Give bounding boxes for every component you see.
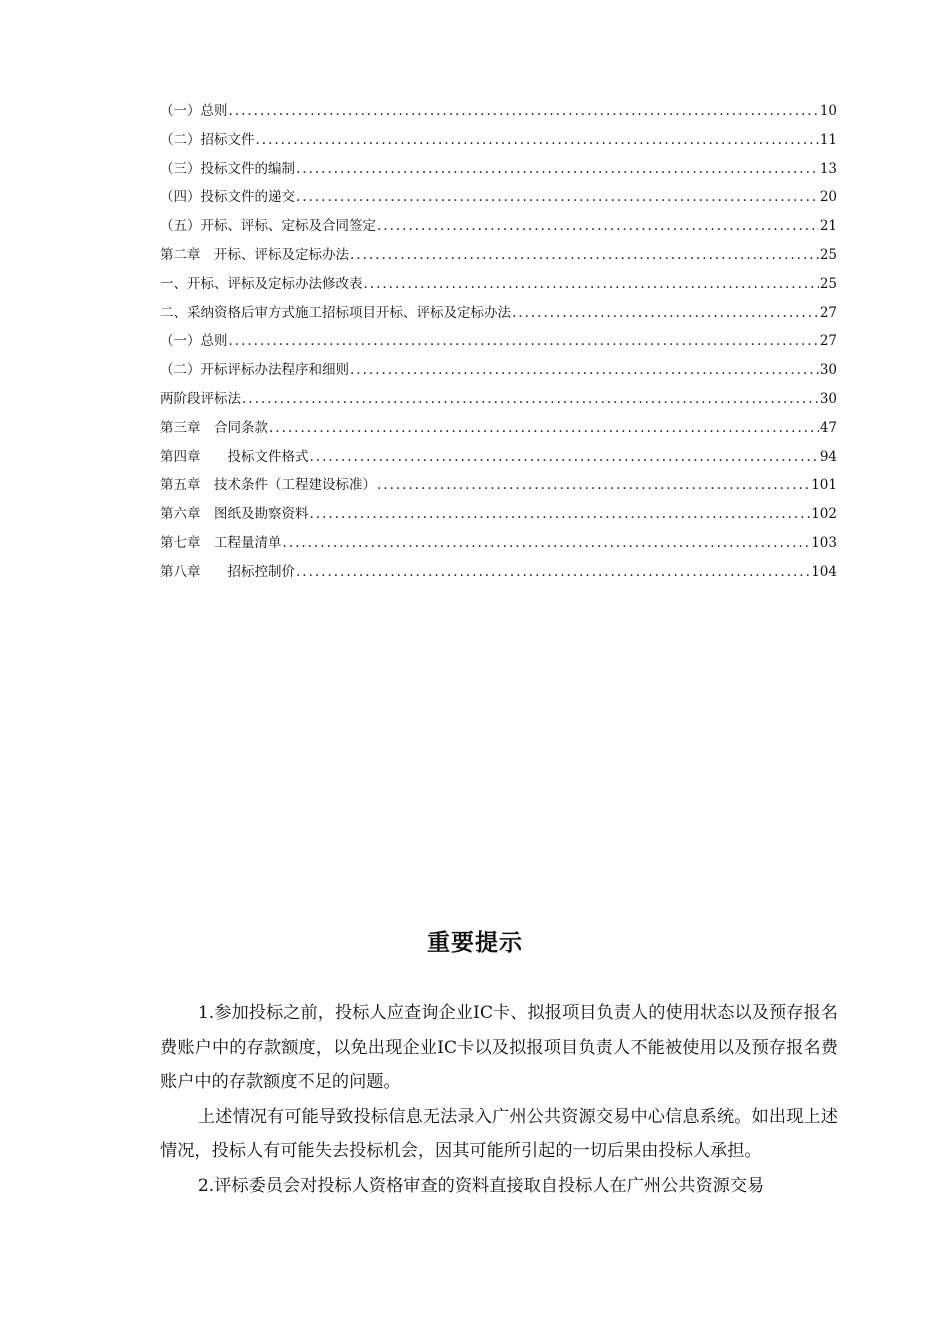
toc-entry-page: 13 bbox=[819, 160, 837, 177]
table-of-contents bbox=[160, 97, 837, 587]
toc-dot-leader bbox=[296, 558, 810, 587]
toc-dot-leader bbox=[283, 529, 811, 558]
toc-dot-leader bbox=[310, 500, 811, 529]
toc-dot-leader bbox=[377, 212, 819, 241]
toc-entry-title: 第五章 技术条件（工程建设标准） bbox=[160, 477, 376, 494]
toc-entry-page: 25 bbox=[819, 246, 837, 263]
toc-entry-title: 二、采纳资格后审方式施工招标项目开标、评标及定标办法 bbox=[160, 304, 511, 321]
toc-entry-title: 一、开标、评标及定标办法修改表 bbox=[160, 275, 363, 292]
toc-entry[interactable] bbox=[160, 327, 837, 356]
toc-dot-leader bbox=[377, 471, 810, 500]
toc-entry-page: 27 bbox=[819, 304, 837, 321]
toc-entry-page: 30 bbox=[819, 362, 837, 379]
toc-entry-title: 第七章 工程量清单 bbox=[160, 534, 282, 551]
toc-entry-title: 第三章 合同条款 bbox=[160, 419, 268, 436]
toc-entry-title: 第六章 图纸及勘察资料 bbox=[160, 506, 309, 523]
toc-entry[interactable] bbox=[160, 212, 837, 241]
toc-entry[interactable] bbox=[160, 299, 837, 328]
toc-dot-leader bbox=[242, 385, 819, 414]
toc-entry[interactable] bbox=[160, 471, 837, 500]
toc-entry-page: 103 bbox=[811, 534, 837, 551]
notice-body bbox=[160, 996, 838, 1204]
toc-entry-page: 47 bbox=[819, 419, 837, 436]
toc-dot-leader bbox=[364, 270, 819, 299]
toc-dot-leader bbox=[229, 97, 819, 126]
toc-entry-title: （四）投标文件的递交 bbox=[160, 189, 295, 206]
toc-entry[interactable] bbox=[160, 183, 837, 212]
toc-entry-title: （一）总则 bbox=[160, 333, 228, 350]
toc-entry[interactable] bbox=[160, 97, 837, 126]
toc-entry-title: （二）招标文件 bbox=[160, 131, 255, 148]
toc-entry[interactable] bbox=[160, 385, 837, 414]
toc-dot-leader bbox=[296, 183, 819, 212]
notice-paragraph: 1.参加投标之前，投标人应查询企业IC卡、拟报项目负责人的使用状态以及预存报名费账户中的存款额度，以免出现企业IC卡以及拟报项目负责人不能被使用以及预存报名费账户中的存款额度不足的问题。 bbox=[160, 1003, 838, 1093]
notice-paragraph: 上述情况有可能导致投标信息无法录入广州公共资源交易中心信息系统。如出现上述情况，投标人有可能失去投标机会，因其可能所引起的一切后果由投标人承担。 bbox=[160, 1106, 838, 1162]
toc-entry-page: 20 bbox=[819, 189, 837, 206]
toc-entry-title: 两阶段评标法 bbox=[160, 390, 241, 407]
toc-dot-leader bbox=[310, 443, 819, 472]
toc-entry-title: 第四章 投标文件格式 bbox=[160, 448, 309, 465]
toc-entry[interactable] bbox=[160, 558, 837, 587]
toc-entry-title: （一）总则 bbox=[160, 103, 228, 119]
toc-entry[interactable] bbox=[160, 500, 837, 529]
toc-entry-page: 21 bbox=[819, 218, 837, 235]
toc-entry-title: 第八章 招标控制价 bbox=[160, 563, 295, 580]
toc-entry[interactable] bbox=[160, 126, 837, 155]
toc-dot-leader bbox=[296, 155, 819, 184]
toc-entry-title: （五）开标、评标、定标及合同签定 bbox=[160, 218, 376, 235]
notice-paragraph: 2.评标委员会对投标人资格审查的资料直接取自投标人在广州公共资源交易 bbox=[197, 1175, 765, 1196]
toc-entry-page: 27 bbox=[819, 333, 837, 350]
toc-dot-leader bbox=[350, 356, 819, 385]
toc-dot-leader bbox=[229, 327, 819, 356]
toc-dot-leader bbox=[256, 126, 819, 155]
toc-dot-leader bbox=[269, 414, 819, 443]
toc-entry-title: 第二章 开标、评标及定标办法 bbox=[160, 246, 349, 263]
toc-entry[interactable] bbox=[160, 270, 837, 299]
toc-entry-title: （二）开标评标办法程序和细则 bbox=[160, 362, 349, 379]
toc-entry[interactable] bbox=[160, 443, 837, 472]
toc-entry[interactable] bbox=[160, 155, 837, 184]
toc-entry-page: 25 bbox=[819, 275, 837, 292]
toc-entry-page: 104 bbox=[811, 563, 837, 580]
toc-entry-page: 101 bbox=[811, 477, 837, 494]
toc-entry-page: 30 bbox=[819, 390, 837, 407]
toc-entry[interactable] bbox=[160, 356, 837, 385]
toc-dot-leader bbox=[350, 241, 819, 270]
toc-dot-leader bbox=[512, 299, 819, 328]
toc-entry-title: （三）投标文件的编制 bbox=[160, 160, 295, 177]
toc-entry[interactable] bbox=[160, 414, 837, 443]
toc-entry-page: 94 bbox=[819, 448, 837, 465]
toc-entry[interactable] bbox=[160, 241, 837, 270]
toc-entry-page: 10 bbox=[819, 103, 837, 119]
notice-title: 重要提示 bbox=[427, 930, 523, 956]
toc-entry[interactable] bbox=[160, 529, 837, 558]
toc-entry-page: 102 bbox=[811, 506, 837, 523]
toc-entry-page: 11 bbox=[819, 131, 837, 148]
